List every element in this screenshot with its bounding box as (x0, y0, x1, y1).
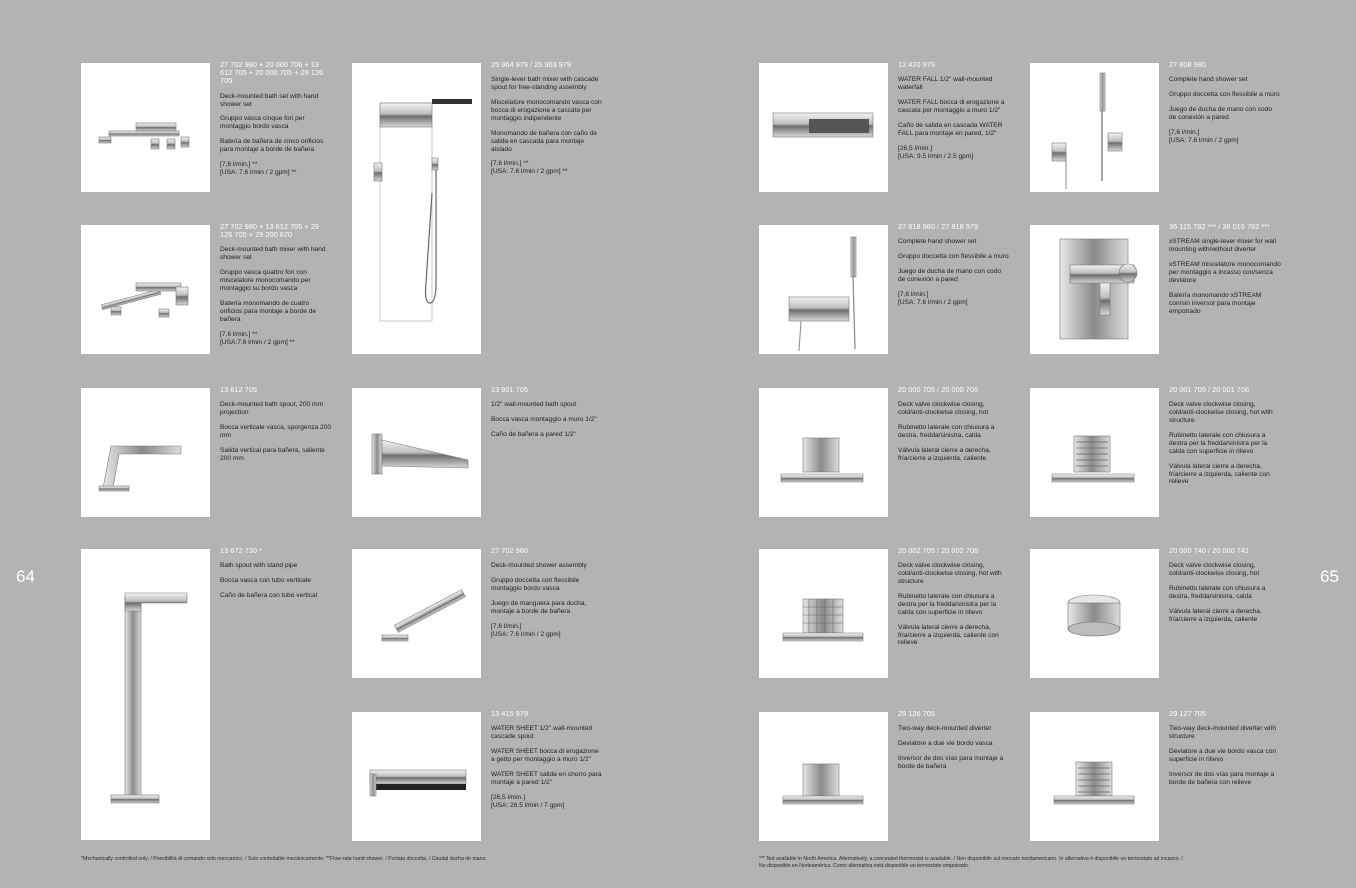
hand-shower-set-icon (1030, 63, 1159, 192)
product-text-line: Juego de manguera para ducha, montaje a borde de bañera (491, 599, 587, 615)
product-code: 20 002 705 / 20 002 706 (898, 546, 979, 555)
product-text-line: Gruppo doccetta con flessibile montaggio bordo vasca (491, 577, 580, 593)
product-description (491, 547, 603, 646)
product-photo (759, 225, 888, 354)
deck-shower-icon (352, 549, 481, 678)
product-code: 20 000 705 / 20 000 706 (898, 385, 979, 394)
product-code: 36 115 782 *** / 36 015 782 *** (1169, 222, 1270, 231)
cascade-spout-icon (352, 712, 481, 841)
product-text-line: Batería monomando de cuatro orificios para montaje a borde de bañera (220, 299, 317, 323)
product-code: 25 964 979 / 25 963 979 (491, 60, 572, 69)
product-text-line: Válvula lateral cierre a derecha, fría/cierre a izquierda, caliente con relieve (1169, 462, 1270, 486)
product-text-line: [7,6 l/min.] [USA: 7.6 l/min / 2 gpm] (898, 290, 968, 306)
product-text-line: [26,5 l/min.] [USA: 26.5 l/min / 7 gpm] (491, 793, 565, 809)
product-photo (759, 712, 888, 841)
product-photo (759, 388, 888, 517)
product-text-line: WATER SHEET bocca di erogazione a getto per montaggio a muro 1/2" (491, 748, 599, 763)
product-text-line: Miscelatore monocomando vasca con bocca di erogazione a cascata per montaggio indipendente (491, 99, 602, 122)
deck-valve-structured-icon (1030, 388, 1159, 517)
product-description (1169, 223, 1281, 322)
product-text-line: Válvula lateral cierre a derecha, fría/cierre a izquierda, caliente (898, 446, 991, 462)
product-code: 29 126 705 (898, 709, 935, 718)
page-number-right: 65 (1320, 567, 1339, 586)
product-photo (759, 549, 888, 678)
product-description (220, 386, 332, 470)
product-text-line: Deviatore a due vie bordo vasca con superficie in rilievo (1169, 748, 1277, 763)
product-text-line: Inversor de dos vías para montaje a borde de bañera con relieve (1169, 770, 1275, 786)
product-text-line: [7,6 l/min.] ** [USA:7.6 l/min / 2 gpm] ** (220, 330, 295, 346)
product-text-line: [7,6 l/min.] [USA: 7.6 l/min / 2 gpm] (1169, 128, 1239, 144)
product-code: 27 702 980 + 20 000 706 + 13 612 705 + 20 000 705 + 29 126 705 (220, 60, 324, 86)
product-description (1169, 386, 1281, 493)
product-text-line: Complete hand shower set (898, 238, 977, 246)
product-code: 13 801 705 (491, 385, 528, 394)
product-code: 29 127 705 (1169, 709, 1206, 718)
product-code: 13 672 730 * (220, 546, 262, 555)
product-text-line: Bocca vasca montaggio a muro 1/2" (491, 416, 597, 424)
product-description (1169, 710, 1281, 794)
product-code: 13 415 979 (491, 709, 528, 718)
product-text-line: Two-way deck-mounted diverter with structure (1169, 725, 1277, 741)
product-photo (352, 712, 481, 841)
product-photo (81, 63, 210, 192)
product-photo (1030, 712, 1159, 841)
product-text-line: Caño de bañera con tubo vertical (220, 592, 318, 600)
product-text-line: Single-lever bath mixer with cascade spout for free-standing assembly (491, 76, 599, 92)
product-text-line: Deck-mounted bath spout, 200 mm projection (220, 401, 323, 417)
product-description (898, 710, 1010, 778)
product-description (898, 61, 1010, 167)
product-description (220, 547, 332, 607)
product-text-line: Two-way deck-mounted diverter (898, 725, 992, 733)
product-photo (759, 63, 888, 192)
product-text-line: Bocca vasca con tubo verticale (220, 577, 311, 585)
product-photo (1030, 388, 1159, 517)
product-text-line: Gruppo doccetta con flessibile a muro (898, 253, 1009, 261)
product-text-line: Rubinetto laterale con chiusura a destra, fredda/sinistra, calda (898, 424, 995, 439)
product-text-line: Deck valve clockwise closing, cold/anti-clockwise closing, hot (1169, 562, 1260, 578)
product-text-line: Rubinetto laterale con chiusura a destra per la fredda/sinistra per la calda con superficie in rilievo (898, 592, 997, 616)
diverter-icon (759, 712, 888, 841)
product-text-line: Gruppo doccetta con flessibile a muro (1169, 91, 1280, 99)
product-code: 13 420 979 (898, 60, 935, 69)
product-text-line: WATER SHEET 1/2" wall-mounted cascade spout (491, 725, 593, 741)
product-description (898, 386, 1010, 470)
product-text-line: Deck valve clockwise closing, cold/anti-clockwise closing, hot with structure (898, 562, 1002, 586)
product-text-line: WATER FALL 1/2" wall-mounted waterfall (898, 76, 993, 92)
product-text-line: Gruppo vasca quattro fori con miscelatore monocomando per montaggio su bordo vasca (220, 269, 311, 293)
product-text-line: Gruppo vasca cinque fori per montaggio bordo vasca (220, 115, 305, 131)
product-text-line: Deck-mounted shower assembly (491, 562, 587, 570)
diverter-structured-icon (1030, 712, 1159, 841)
deck-valve-icon (759, 388, 888, 517)
product-photo (81, 388, 210, 517)
product-photo (1030, 225, 1159, 354)
product-text-line: WATER FALL bocca di erogazione a cascata per montaggio a muro 1/2" (898, 99, 1005, 114)
product-code: 13 612 705 (220, 385, 257, 394)
product-text-line: Deck valve clockwise closing, cold/anti-clockwise closing, hot with structure (1169, 401, 1273, 425)
product-text-line: Juego de ducha de mano con codo de conexión a pared (1169, 106, 1273, 121)
product-text-line: Salida vertical para bañera, saliente 200 mm (220, 446, 325, 462)
xstream-mixer-icon (1030, 225, 1159, 354)
footnote-left: *Mechanically controlled only. / Possibilità di comando solo meccanico. / Solo controlable mecánicamente. **Flow-rate hand shower. / Portata doccetta. / Caudal ducha de mano. (81, 856, 487, 862)
product-description (491, 386, 603, 446)
product-description (898, 223, 1010, 314)
product-text-line: Válvula lateral cierre a derecha, fría/cierre a izquierda, caliente (1169, 607, 1262, 623)
waterfall-icon (759, 63, 888, 192)
product-description (220, 61, 332, 184)
product-text-line: Bath spout with stand pipe (220, 562, 298, 570)
product-text-line: Caño de salida en cascada WATER FALL para montaje en pared, 1/2" (898, 121, 1003, 137)
footnote-right: *** Not available in North America. Alternatively, a concealed thermostat is available. / Non disponibile sul mercato nordamericano. In alternativa è disponibile un termostato ad incasso. / No disponible en Norteamérica. Como alternativa está disponible un termostato empotrado. (759, 856, 1183, 869)
hand-shower-bracket-icon (759, 225, 888, 354)
product-code: 20 000 740 / 20 000 741 (1169, 546, 1250, 555)
bath-set-icon (81, 63, 210, 192)
product-photo (81, 225, 210, 354)
bath-mixer-icon (81, 225, 210, 354)
product-text-line: Deck-mounted bath set with hand shower set (220, 92, 319, 108)
product-text-line: Rubinetto laterale con chiusura a destra, fredda/sinistra, calda (1169, 585, 1266, 600)
product-text-line: Inversor de dos vías para montaje a borde de bañera (898, 755, 1004, 770)
product-text-line: [7,6 l/min.] [USA: 7.6 l/min / 2 gpm] (491, 622, 561, 638)
product-code: 20 001 705 / 20 001 706 (1169, 385, 1250, 394)
product-photo (352, 63, 481, 354)
product-text-line: Bocca verticale vasca, sporgenza 200 mm (220, 424, 332, 439)
product-text-line: Deck-mounted bath mixer with hand shower set (220, 246, 326, 262)
product-description (491, 710, 603, 816)
product-text-line: Deck valve clockwise closing, cold/anti-clockwise closing, hot (898, 401, 989, 417)
product-photo (352, 549, 481, 678)
bath-spout-icon (81, 388, 210, 517)
stand-pipe-spout-icon (81, 549, 210, 840)
product-description (1169, 547, 1281, 631)
product-description (491, 61, 603, 183)
product-text-line: Batería de bañera de cinco orificios para montaje a borde de bañera (220, 138, 324, 154)
product-photo (1030, 63, 1159, 192)
product-description (898, 547, 1010, 654)
product-text-line: Complete hand shower set (1169, 76, 1248, 84)
product-text-line: Juego de ducha de mano con codo de conexión a pared (898, 268, 1002, 283)
product-text-line: Batería monomando xSTREAM con/sin inversor para montaje empotrado (1169, 291, 1262, 315)
product-text-line: Válvula lateral cierre a derecha, fría/cierre a izquierda, caliente con relieve (898, 623, 999, 647)
product-text-line: [26,5 l/min.] [USA: 9.5 l/min / 2.5 gpm] (898, 144, 974, 160)
product-text-line: [7,6 l/min.] ** [USA: 7.6 l/min / 2 gpm] ** (491, 160, 568, 176)
product-code: 27 818 980 / 27 818 979 (898, 222, 979, 231)
product-description (1169, 61, 1281, 152)
product-text-line: [7,6 l/min.] ** [USA: 7.6 l/min / 2 gpm] ** (220, 161, 297, 176)
page-number-left: 64 (16, 567, 35, 586)
product-text-line: Deviatore a due vie bordo vasca (898, 740, 993, 748)
deck-valve-grid-icon (759, 549, 888, 678)
product-text-line: xSTREAM single-lever mixer for wall mounting with/without diverter (1169, 238, 1276, 254)
product-text-line: WATER SHEET salida en chorro para montaje a pared 1/2" (491, 770, 602, 786)
product-code: 27 808 980 (1169, 60, 1206, 69)
product-code: 27 702 980 (491, 546, 528, 555)
product-text-line: Rubinetto laterale con chiusura a destra per la fredda/sinistra per la calda con superficie in rilievo (1169, 431, 1268, 455)
product-text-line: xSTREAM miscelatore monocomando per montaggio a incasso con/senza deviatore (1169, 261, 1281, 284)
product-photo (81, 549, 210, 840)
product-text-line: Monomando de bañera con caño de salida en cascada para montaje aislado (491, 129, 597, 153)
round-valve-icon (1030, 549, 1159, 678)
product-description (220, 223, 332, 353)
product-photo (352, 388, 481, 517)
free-standing-mixer-icon (352, 63, 481, 354)
product-code: 27 702 980 + 13 612 705 + 29 126 705 + 29 200 670 (220, 222, 320, 240)
product-photo (1030, 549, 1159, 678)
product-text-line: Caño de bañera a pared 1/2" (491, 431, 576, 439)
product-text-line: 1/2" wall-mounted bath spout (491, 401, 577, 409)
wall-spout-icon (352, 388, 481, 517)
